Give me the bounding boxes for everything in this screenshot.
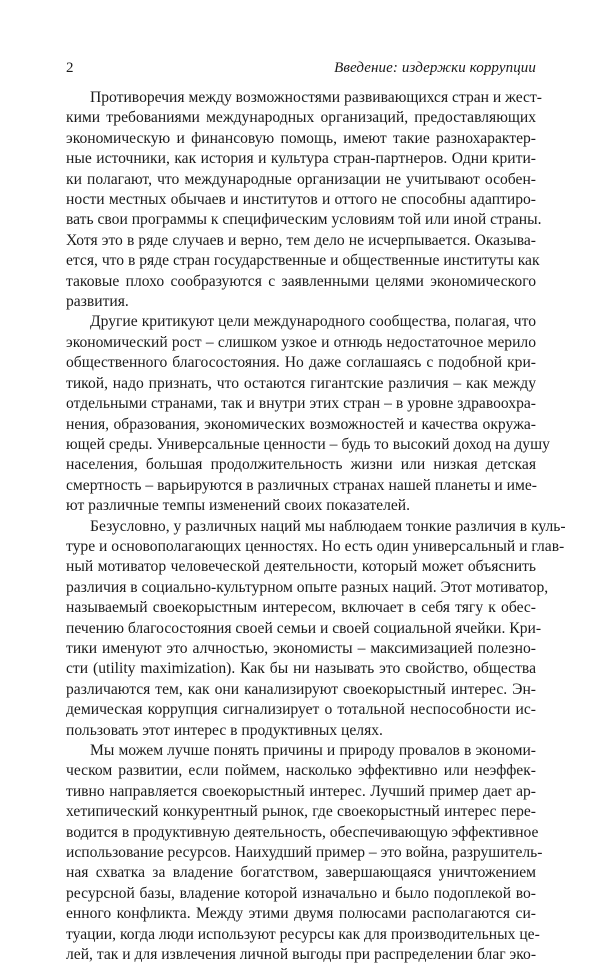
text-line: ности местных обычаев и институтов и оттого не способны адаптиро-: [66, 191, 536, 209]
paragraph-3: [66, 517, 566, 741]
text-line: пользовать этот интерес в продуктивных целях.: [66, 721, 383, 739]
text-line: тикой, надо признать, что остаются гигантские различия – как между: [66, 374, 536, 392]
paragraph-2: [66, 312, 550, 516]
text-line: Хотя это в ряде случаев и верно, тем дело не исчерпывается. Оказыва-: [66, 231, 536, 249]
text-line: кими требованиями международных организаций, предоставляющих: [66, 109, 536, 127]
text-line: ется, что в ряде стран государственные и общественные институты как: [66, 252, 540, 270]
text-line: населения, большая продолжительность жизни или низкая детская: [66, 456, 536, 474]
text-line: тики именуют это алчностью, экономисты – максимизацией полезно-: [66, 639, 536, 657]
text-line: печению благосостояния своей семьи и своей социальной ячейки. Кри-: [66, 619, 542, 637]
book-page: [66, 58, 566, 965]
paragraph-1: [66, 88, 542, 312]
text-line: демическая коррупция сигнализирует о тотальной неспособности ис-: [66, 701, 536, 719]
text-line: вать свои программы к специфическим условиям той или иной страны.: [66, 211, 542, 229]
text-line: ресурсной базы, владение которой изначально и было подоплекой во-: [66, 884, 536, 902]
text-line: развития.: [66, 293, 129, 311]
text-line: ющей среды. Универсальные ценности – будь то высокий доход на душу: [66, 435, 550, 453]
page-number: 2: [66, 60, 74, 76]
text-line: экономический рост – слишком узкое и отнюдь недостаточное мерило: [66, 333, 536, 351]
text-line: водится в продуктивную деятельность, обеспечивающую эффективное: [66, 823, 539, 841]
text-line: енного конфликта. Между этими двумя полюсами располагаются си-: [66, 905, 536, 923]
text-line: туации, когда люди используют ресурсы как для производительных це-: [66, 925, 540, 943]
text-line: ные источники, как история и культура стран-партнеров. Одни крити-: [66, 150, 536, 168]
text-line: различия в социально-культурном опыте разных наций. Этот мотиватор,: [66, 578, 549, 596]
text-line: различаются тем, как они канализируют своекорыстный интерес. Эн-: [66, 680, 536, 698]
text-line: Мы можем лучше понять причины и природу провалов в экономи-: [90, 742, 536, 759]
body-text: [66, 88, 566, 965]
text-line: лей, так и для извлечения личной выгоды при распределении благ эко-: [66, 946, 537, 964]
text-line: ная схватка за владение богатством, завершающаяся уничтожением: [66, 864, 536, 882]
text-line: экономическую и финансовую помощь, имеют такие разнохарактер-: [66, 129, 536, 147]
text-line: использование ресурсов. Наихудший пример – это война, разрушитель-: [66, 844, 543, 862]
running-header: [66, 58, 536, 82]
text-line: сти (utility maximization). Как бы ни называть это свойство, общества: [66, 660, 536, 678]
paragraph-4: [66, 741, 543, 965]
text-line: называемый своекорыстным интересом, включает в себя тягу к обес-: [66, 599, 536, 617]
text-line: ческом развитии, если поймем, насколько эффективно или неэффек-: [66, 762, 536, 780]
text-line: тивно направляется своекорыстный интерес. Лучший пример дает ар-: [66, 782, 536, 800]
text-line: нения, образования, экономических возможностей и качества окружа-: [66, 415, 536, 433]
text-line: таковые плохо сообразуются с заявленными целями экономического: [66, 272, 536, 290]
text-line: Противоречия между возможностями развивающихся стран и жест-: [90, 89, 542, 106]
text-line: Другие критикуют цели международного сообщества, полагая, что: [90, 313, 536, 331]
text-line: хетипический конкурентный рынок, где своекорыстный интерес пере-: [66, 803, 536, 821]
text-line: ют различные темпы изменений своих показателей.: [66, 497, 411, 515]
chapter-title: Введение: издержки коррупции: [334, 60, 536, 76]
text-line: ки полагают, что международные организации не учитывают особен-: [66, 170, 536, 188]
text-line: ный мотиватор человеческой деятельности, который может объяснить: [66, 558, 536, 576]
text-line: Безусловно, у различных наций мы наблюдаем тонкие различия в куль-: [90, 517, 566, 535]
text-line: общественного благосостояния. Но даже соглашаясь с подобной кри-: [66, 354, 536, 372]
text-line: смертность – варьируются в различных странах нашей планеты и име-: [66, 476, 537, 494]
text-line: туре и основополагающих ценностях. Но есть один универсальный и глав-: [66, 537, 565, 555]
text-line: отдельными странами, так и внутри этих стран – в уровне здравоохра-: [66, 395, 536, 413]
